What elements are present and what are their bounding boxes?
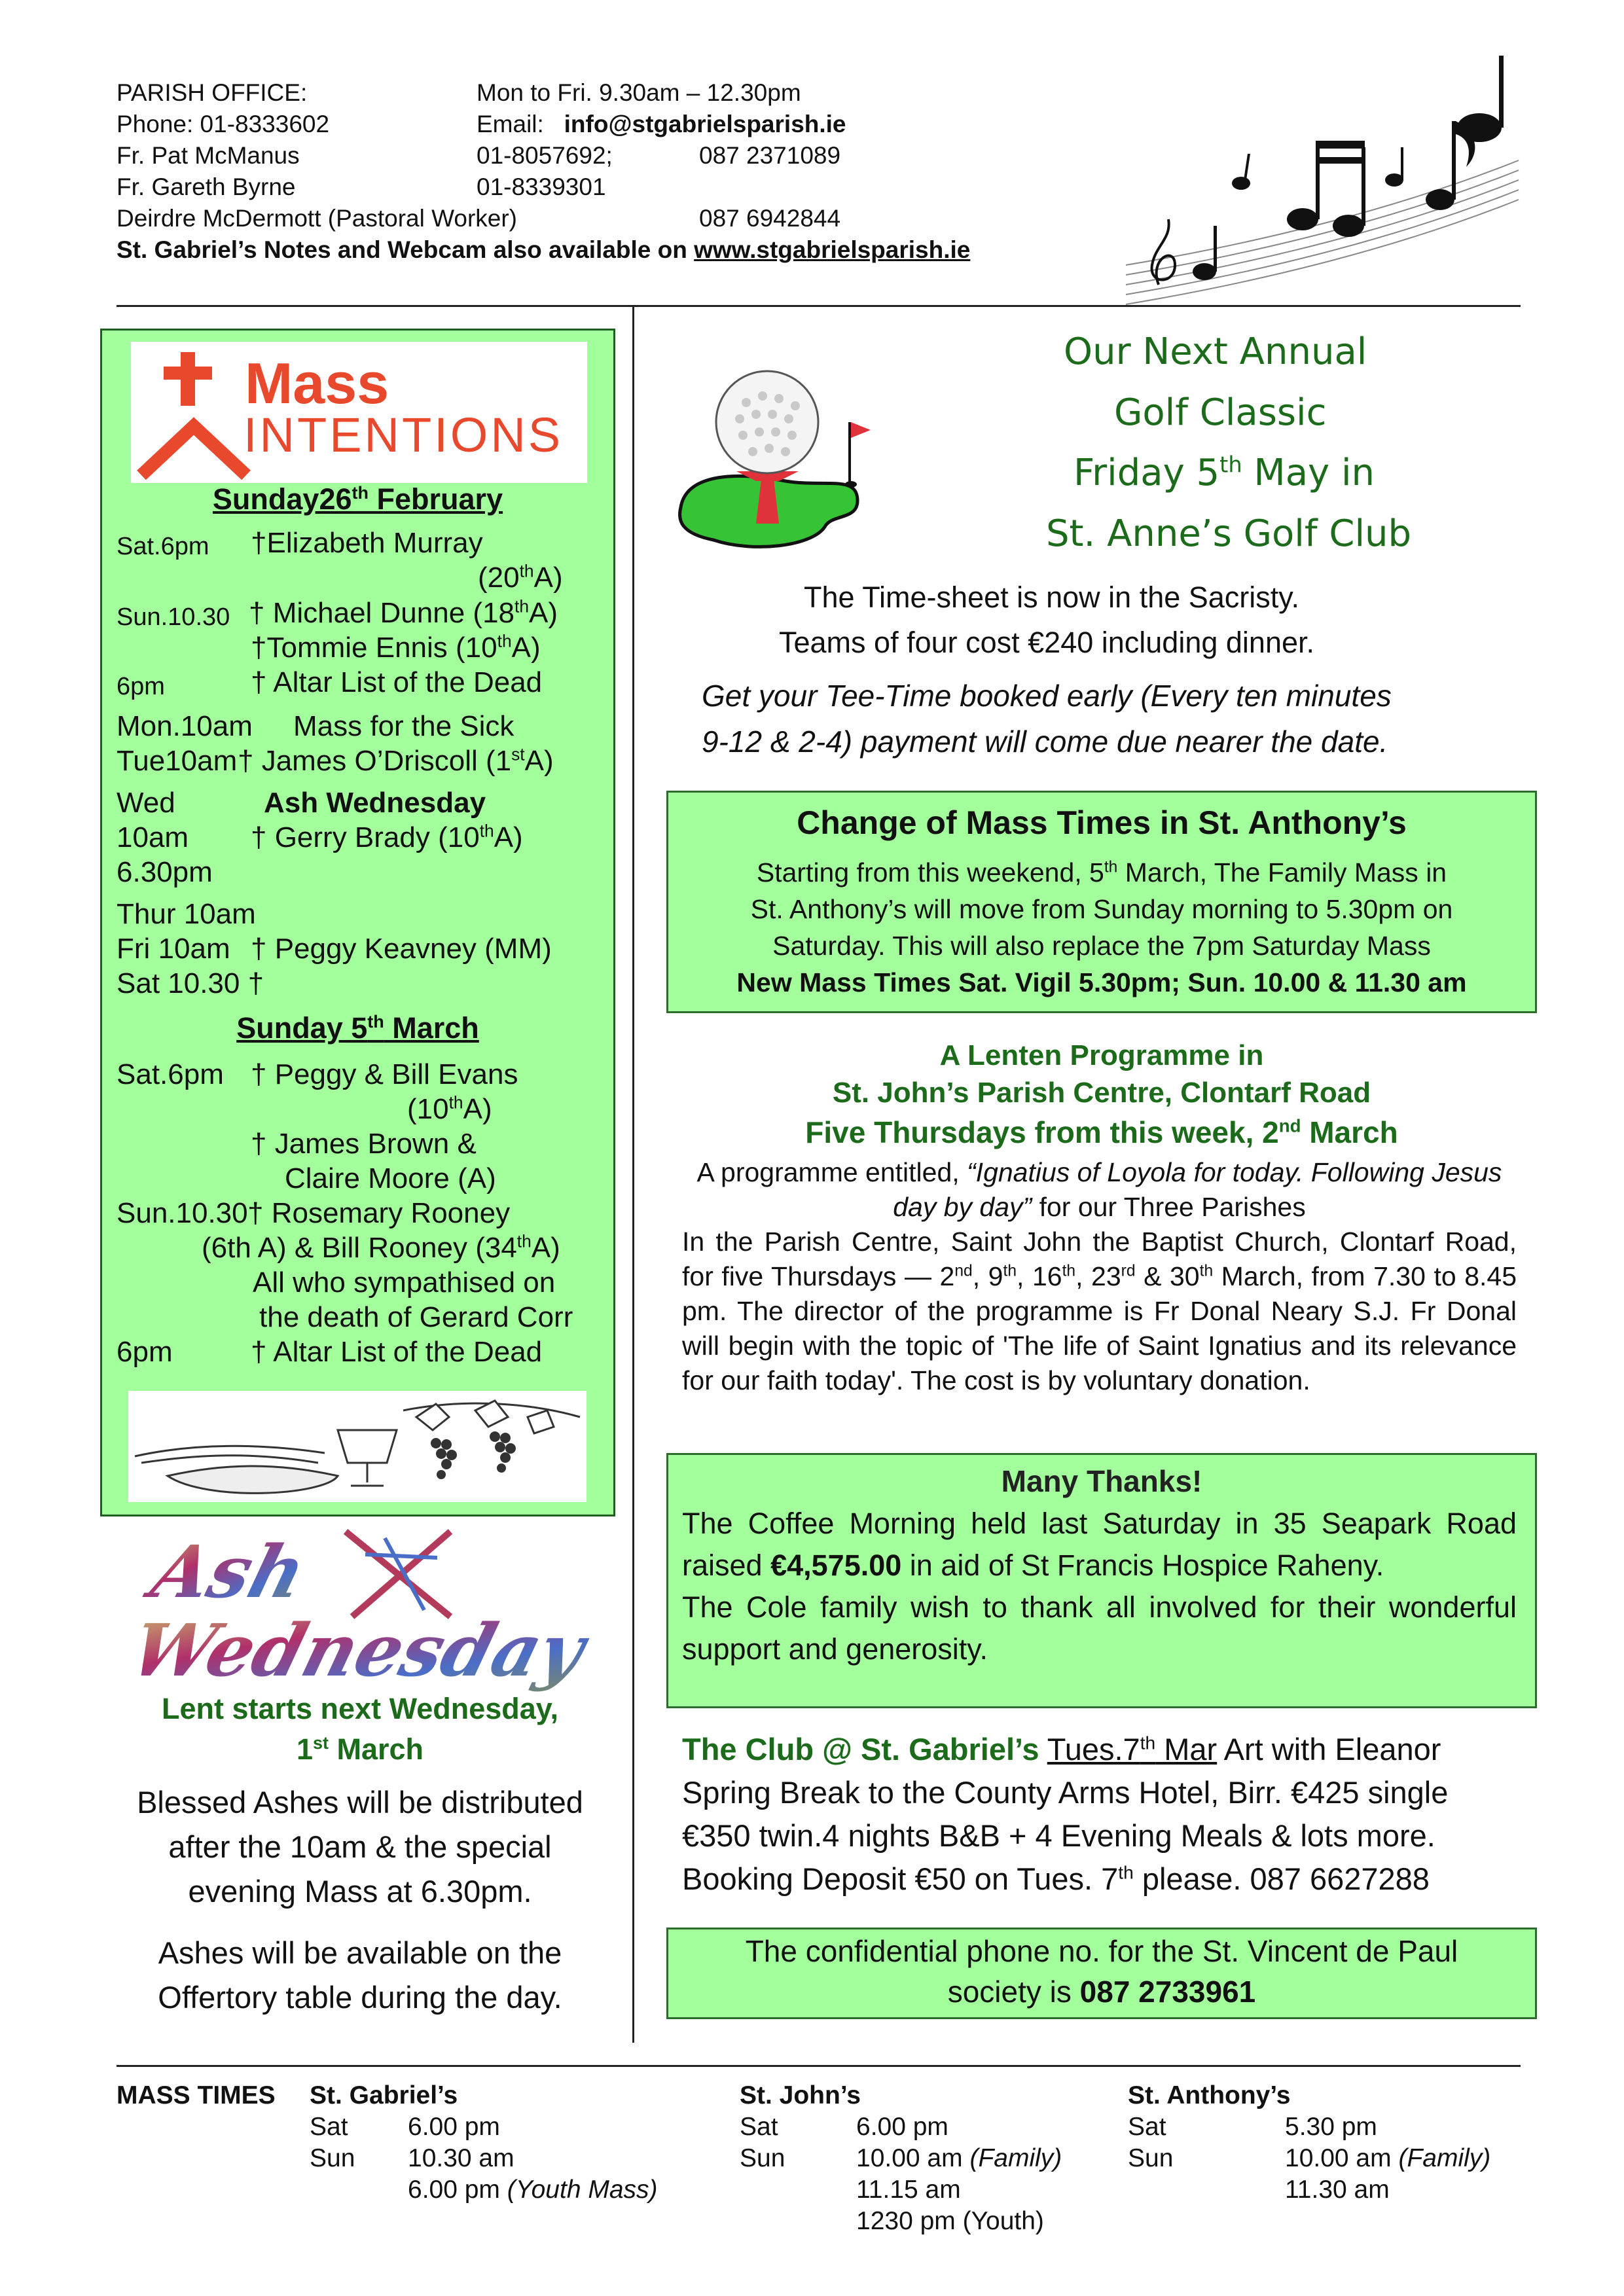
- many-thanks-title: Many Thanks!: [1001, 1464, 1202, 1498]
- intention-name: Mass for the Sick: [293, 710, 514, 742]
- intention-time: 6pm: [117, 1336, 173, 1368]
- sunday-heading-2: Sunday 5th March: [236, 1011, 479, 1045]
- many-thanks-body: The Coffee Morning held last Saturday in 35 Seapark Road raised €4,575.00 in aid of St Francis Hospice Raheny. The Cole family wish to thank all involved for their wonderful support and generosity.: [682, 1507, 1517, 1666]
- mass-day: Sat: [1128, 2113, 1166, 2141]
- header-divider: [117, 305, 1521, 307]
- intention-time: Tue10am: [117, 745, 238, 777]
- intention-time: Sun.10.30: [117, 603, 230, 631]
- intention-name: All who sympathised on: [253, 1266, 556, 1299]
- mass-time: 10.00 am (Family): [1285, 2144, 1491, 2172]
- intention-name: † Altar List of the Dead: [251, 1336, 543, 1368]
- mass-times-label: MASS TIMES: [117, 2081, 276, 2109]
- svp-phone: 087 2733961: [1079, 1975, 1256, 2009]
- mass-day: Sat: [740, 2113, 778, 2141]
- intention-time: Thur 10am: [117, 898, 256, 930]
- logo-mass-word: Mass: [245, 351, 389, 416]
- lenten-title-2: St. John’s Parish Centre, Clontarf Road: [832, 1077, 1371, 1109]
- ash-wednesday-label: Ash Wednesday: [264, 787, 486, 819]
- pat-phone-1: 01-8057692;: [477, 142, 613, 169]
- club-date: Tues.7th Mar: [1047, 1732, 1218, 1767]
- intention-time: 6pm: [117, 673, 165, 700]
- logo-intentions-word: INTENTIONS: [244, 408, 564, 462]
- email-row: [477, 109, 846, 140]
- mass-time: 6.00 pm: [408, 2113, 500, 2141]
- golf-title-line-4: St. Anne’s Golf Club: [1046, 512, 1412, 555]
- mass-times-change-title: Change of Mass Times in St. Anthony’s: [797, 804, 1407, 841]
- intention-name: † Peggy Keavney (MM): [251, 933, 552, 965]
- golf-teetime-text-1: Get your Tee-Time booked early (Every ten minutes: [702, 679, 1392, 713]
- email-link[interactable]: info@stgabrielsparish.ie: [564, 111, 846, 137]
- intention-time: Mon.10am: [117, 710, 253, 742]
- intention-day: Wed: [117, 787, 175, 819]
- church-name: St. Anthony’s: [1128, 2081, 1291, 2109]
- pat-name: Fr. Pat McManus: [117, 142, 300, 169]
- intention-name: † James O’Driscoll (1stA): [238, 744, 554, 777]
- bread-wine-grapes-icon: [128, 1391, 586, 1502]
- deirdre-phone: 087 6942844: [699, 205, 841, 232]
- parish-contact-header: [117, 77, 1138, 266]
- mass-day: Sun: [740, 2144, 785, 2172]
- intention-time: Sat 10.30 †: [117, 967, 264, 999]
- golf-title-line-1: Our Next Annual: [1064, 331, 1367, 373]
- intention-time: Sat.6pm: [117, 533, 209, 560]
- golf-teams-text: Teams of four cost €240 including dinner.: [779, 626, 1314, 659]
- mass-time: 11.30 am: [1285, 2176, 1390, 2204]
- golf-ball-icon: [674, 357, 871, 553]
- lenten-body: [682, 1155, 1517, 1398]
- mass-day: Sat: [310, 2113, 348, 2141]
- intention-name: (6th A) & Bill Rooney (34thA): [202, 1231, 560, 1264]
- golf-timesheet-text: The Time-sheet is now in the Sacristy.: [804, 581, 1299, 614]
- svg-text:Wednesday: Wednesday: [122, 1608, 594, 1693]
- lenten-title-3: Five Thursdays from this week, 2nd March: [805, 1115, 1398, 1149]
- lent-starts-heading: Lent starts next Wednesday, 1st March: [161, 1692, 558, 1766]
- mass-change-line-1: Starting from this weekend, 5th March, The Family Mass in: [756, 857, 1447, 888]
- mass-time: 6.00 pm (Youth Mass): [408, 2176, 658, 2204]
- intention-name: †Tommie Ennis (10thA): [251, 631, 541, 664]
- website-link[interactable]: www.stgabrielsparish.ie: [694, 236, 971, 263]
- lenten-details: In the Parish Centre, Saint John the Baptist Church, Clontarf Road, for five Thursdays — 2nd, 9th, 16th, 23rd & 30th March, from 7.30 to 8.45 pm. The director of the programme is Fr Donal Neary S.J. Fr Donal will begin with the topic of 'The life of Saint Ignatius and its relevance for our faith today'. The cost is by voluntary donation.: [682, 1227, 1517, 1395]
- office-hours: Mon to Fri. 9.30am – 12.30pm: [477, 79, 801, 106]
- column-divider: [632, 305, 634, 2043]
- club-notice: The Club @ St. Gabriel’s Tues.7th Mar Art with Eleanor Spring Break to the County Arms Hotel, Birr. €425 single €350 twin.4 nights B&B + 4 Evening Meals & lots more. Booking Deposit €50 on Tues. 7th please. 087 6627288: [682, 1732, 1449, 1896]
- mass-change-line-2: St. Anthony’s will move from Sunday morning to 5.30pm on: [750, 894, 1453, 924]
- mass-time: 5.30 pm: [1285, 2113, 1377, 2141]
- gareth-name: Fr. Gareth Byrne: [117, 173, 296, 200]
- sunday-heading-1: Sunday26th February: [212, 482, 503, 516]
- office-label: PARISH OFFICE:: [117, 79, 308, 106]
- intention-name: † Michael Dunne (18thA): [249, 596, 558, 629]
- mass-time: 10.00 am (Family): [856, 2144, 1062, 2172]
- intention-name: † Gerry Brady (10thA): [251, 821, 523, 853]
- intention-name: the death of Gerard Corr: [259, 1301, 573, 1333]
- music-notes-icon: [1113, 49, 1532, 324]
- mass-day: Sun: [1128, 2144, 1174, 2172]
- blessed-ashes-text: Blessed Ashes will be distributed after the 10am & the special evening Mass at 6.30pm.: [137, 1785, 583, 1909]
- church-name: St. John’s: [740, 2081, 861, 2109]
- deirdre-name: Deirdre McDermott (Pastoral Worker): [117, 205, 517, 232]
- amount-raised: €4,575.00: [770, 1549, 902, 1582]
- lenten-title-1: A Lenten Programme in: [939, 1039, 1264, 1071]
- office-phone: Phone: 01-8333602: [117, 111, 330, 137]
- email-label: Email:: [477, 111, 544, 137]
- golf-title-line-3: Friday 5th May in: [1074, 452, 1375, 494]
- lenten-intro: A programme entitled, “Ignatius of Loyola for today. Following Jesus day by day” for our Three Parishes: [696, 1157, 1502, 1222]
- new-mass-times-line: New Mass Times Sat. Vigil 5.30pm; Sun. 10.00 & 11.30 am: [736, 967, 1467, 997]
- church-roof-icon: [135, 397, 253, 482]
- intention-time: Sat.6pm: [117, 1058, 224, 1090]
- mass-change-line-3: Saturday. This will also replace the 7pm Saturday Mass: [772, 931, 1431, 961]
- intention-name: † Rosemary Rooney: [247, 1197, 511, 1229]
- gareth-phone: 01-8339301: [477, 173, 606, 200]
- church-name: St. Gabriel’s: [310, 2081, 458, 2109]
- golf-teetime-text-2: 9-12 & 2-4) payment will come due nearer the date.: [702, 725, 1388, 759]
- intention-anniversary: (10thA): [407, 1092, 492, 1125]
- mass-day: Sun: [310, 2144, 355, 2172]
- intention-time: 6.30pm: [117, 856, 213, 888]
- footer-divider: [117, 2065, 1521, 2067]
- mass-time: 1230 pm (Youth): [856, 2207, 1044, 2235]
- club-name: The Club @ St. Gabriel’s: [682, 1732, 1039, 1767]
- ash-wednesday-artwork: [122, 1518, 594, 1702]
- intention-time: 10am: [117, 821, 189, 853]
- intention-name: † Peggy & Bill Evans: [251, 1058, 518, 1090]
- intention-name: † Altar List of the Dead: [251, 666, 543, 698]
- svg-text:Ash: Ash: [143, 1530, 315, 1615]
- notes-line: St. Gabriel’s Notes and Webcam also available on www.stgabrielsparish.ie: [117, 236, 971, 263]
- mass-time: 6.00 pm: [856, 2113, 948, 2141]
- intention-time: Fri 10am: [117, 933, 230, 965]
- ashes-available-text: Ashes will be available on the Offertory table during the day.: [158, 1935, 562, 2015]
- mass-time: 10.30 am: [408, 2144, 514, 2172]
- svp-text: The confidential phone no. for the St. Vincent de Paul society is 087 2733961: [745, 1934, 1458, 2009]
- intention-name: Claire Moore (A): [285, 1162, 496, 1194]
- intention-time: Sun.10.30: [117, 1197, 248, 1229]
- mass-time: 11.15 am: [856, 2176, 961, 2204]
- pat-phone-2: 087 2371089: [699, 142, 841, 169]
- intention-anniversary: (20thA): [478, 561, 563, 594]
- golf-title-line-2: Golf Classic: [1114, 391, 1327, 434]
- intention-name: † James Brown &: [251, 1128, 477, 1160]
- intention-name: †Elizabeth Murray: [251, 527, 483, 559]
